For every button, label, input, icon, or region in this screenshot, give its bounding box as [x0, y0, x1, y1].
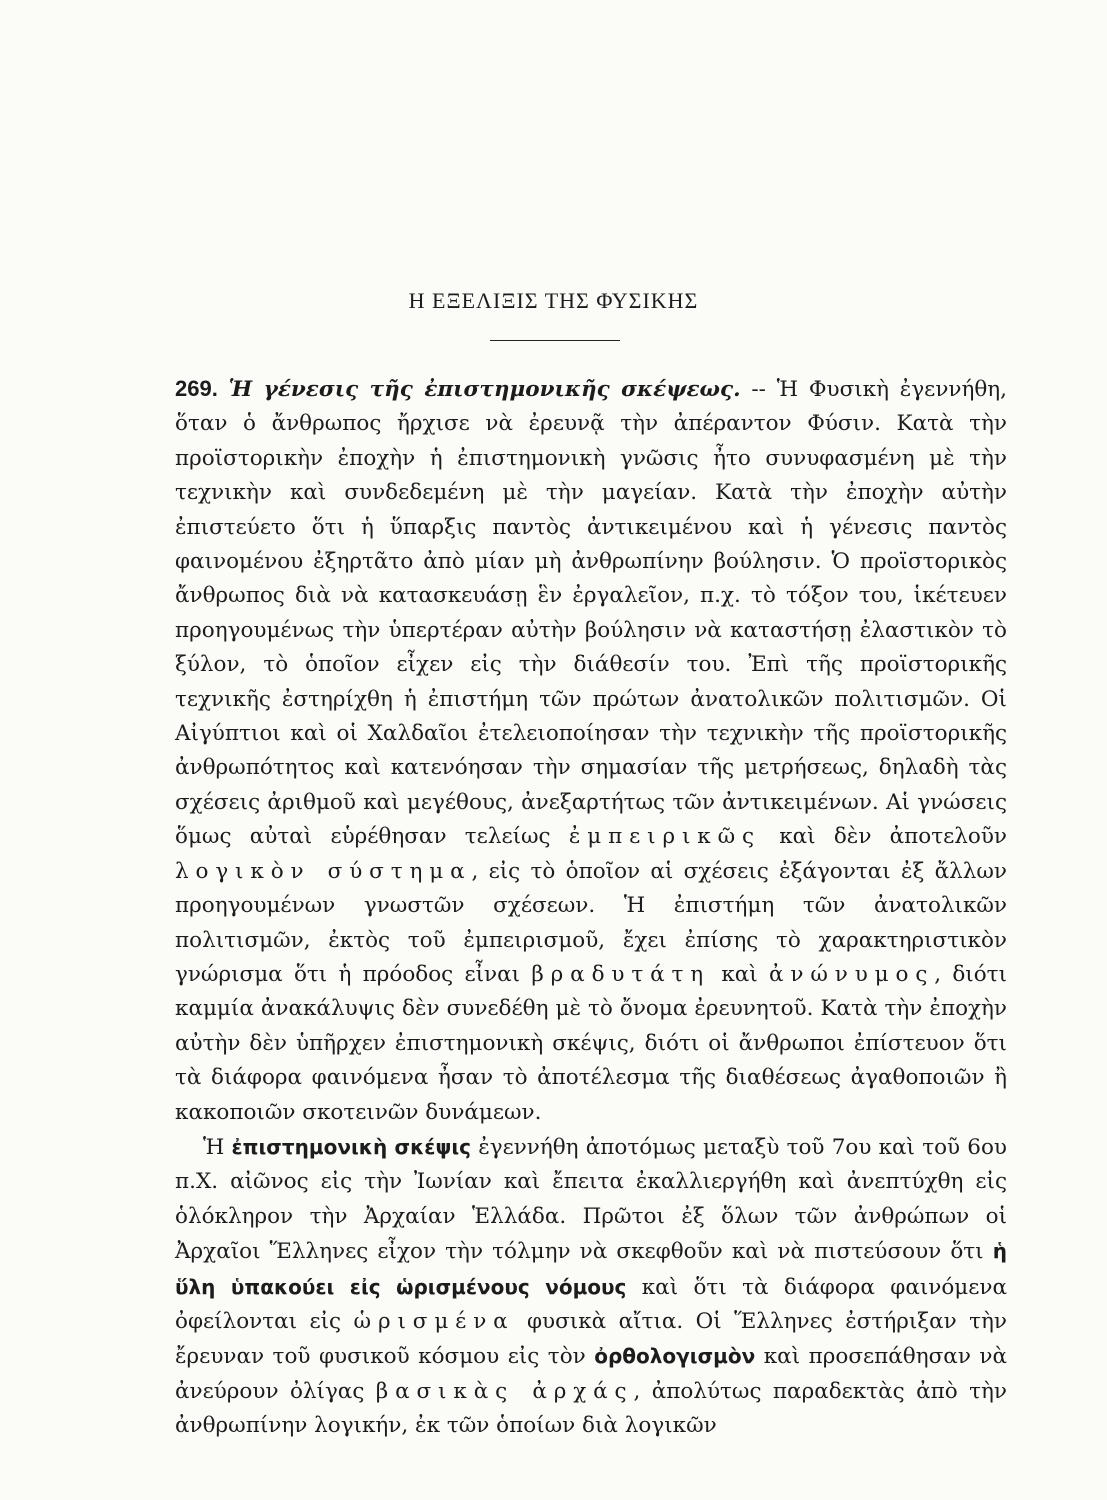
section-number: 269. [175, 376, 218, 401]
body-text [175, 372, 1007, 1444]
paragraph-2 [175, 1130, 1007, 1444]
p2-bold-yli-nomous: ἡ ὕλη ὑπακούει εἰς ὡρισμένους νόμους [175, 1239, 1007, 1299]
section-dash: -- [740, 377, 777, 402]
p1-spaced-empirikos: ἐμπειρικῶς [568, 824, 761, 850]
p2-text-k: , ἀπολύτως παραδεκτὰς ἀπὸ τὴν ἀνθρωπίνην λογικήν, ἐκ τῶν ὁποίων διὰ λογικῶν [175, 1378, 1007, 1439]
p1-spaced-logikon-systema: λογικὸν σύστημα [175, 858, 472, 884]
p1-text-e: , εἰς τὸ ὁποῖον αἱ σχέσεις ἐξάγονται ἐξ ἄλλων προηγουμένων γνωστῶν σχέσεων. Ἡ ἐπιστήμη τῶν ἀνατολικῶν πολιτισμῶν, ἐκτὸς τοῦ ἐμπειρισμοῦ, ἔχει ἐπίσης τὸ χαρακτηριστικὸν γνώρισμα ὅτι ἡ πρόοδος εἶναι [175, 858, 1007, 987]
p2-text-a: Ἡ [203, 1134, 232, 1160]
paragraph-1 [175, 372, 1007, 1130]
p2-text-g: φυσικὰ αἴτια. Οἱ Ἕλληνες ἐστήριξαν τὴν ἔρευναν τοῦ φυσικοῦ κόσμου εἰς τὸν [175, 1308, 1007, 1370]
p2-spaced-vasikas-archas: βασικὰς ἀρχάς [375, 1378, 634, 1404]
p2-text-i: καὶ προσεπάθησαν νὰ ἀνεύρουν ὀλίγας [175, 1344, 1007, 1404]
p1-spaced-bradytati: βραδυτάτη [531, 961, 711, 987]
p1-spaced-anonymos: ἀνώνυμος [768, 961, 935, 987]
p2-bold-orthologismon: ὀρθολογισμὸν [594, 1344, 756, 1369]
title-rule [490, 340, 620, 341]
section-title: Ἡ γένεσις τῆς ἐπιστημονικῆς σκέψεως. [228, 377, 741, 402]
p2-text-c: ἐγεννήθη ἀποτόμως μεταξὺ τοῦ 7ου καὶ τοῦ 6ου π.Χ. αἰῶνος εἰς τὴν Ἰωνίαν καὶ ἔπειτα ἐκαλλιεργήθη καὶ ἀνεπτύχθη εἰς ὁλόκληρον τὴν Ἀρχαίαν Ἑλλάδα. Πρῶτοι ἐξ ὅλων τῶν ἀνθρώπων οἱ Ἀρχαῖοι Ἕλληνες εἶχον τὴν τόλμην νὰ σκεφθοῦν καὶ νὰ πιστεύσουν ὅτι [175, 1134, 1007, 1265]
p2-text-e: καὶ ὅτι τὰ διάφορα φαινόμενα ὀφείλονται εἰς [175, 1274, 1007, 1334]
p2-spaced-orismena: ὡρισμένα [353, 1308, 515, 1334]
p1-text-a: Ἡ Φυσικὴ ἐγεννήθη, ὅταν ὁ ἄνθρωπος ἤρχισε νὰ ἐρευνᾷ τὴν ἀπέραντον Φύσιν. Κατὰ τὴν προϊστορικὴν ἐποχὴν ἡ ἐπιστημονικὴ γνῶσις ἦτο συνυφασμένη μὲ τὴν τεχνικὴν καὶ συνδεδεμένη μὲ τὴν μαγείαν. Κατὰ τὴν ἐποχὴν αὐτὴν ἐπιστεύετο ὅτι ἡ ὕπαρξις παντὸς ἀντικειμένου καὶ ἡ γένεσις παντὸς φαινομένου ἐξηρτᾶτο ἀπὸ μίαν μὴ ἀνθρωπίνην βούλησιν. Ὁ προϊστορικὸς ἄνθρωπος διὰ νὰ κατασκευάσῃ ἓν ἐργαλεῖον, π.χ. τὸ τόξον του, ἱκέτευεν προηγουμένως τὴν ὑπερτέραν αὐτὴν βούλησιν νὰ καταστήσῃ ἐλαστικὸν τὸ ξύλον, τὸ ὁποῖον εἶχεν εἰς τὴν διάθεσίν του. Ἐπὶ τῆς προϊστορικῆς τεχνικῆς ἐστηρίχθη ἡ ἐπιστήμη τῶν πρώτων ἀνατολικῶν πολιτισμῶν. Οἱ Αἰγύπτιοι καὶ οἱ Χαλδαῖοι ἐτελειοποίησαν τὴν τεχνικὴν τῆς προϊστορικῆς ἀνθρωπότητος καὶ κατενόησαν τὴν σημασίαν τῆς μετρήσεως, δηλαδὴ τὰς σχέσεις ἀριθμοῦ καὶ μεγέθους, ἀνεξαρτήτως τῶν ἀντικειμένων. Αἱ γνώσεις ὅμως αὐταὶ εὑρέθησαν τελείως [175, 377, 1008, 850]
p1-text-c: καὶ δὲν ἀποτελοῦν [760, 824, 1007, 850]
p1-text-i: , διότι καμμία ἀνακάλυψις δὲν συνεδέθη μὲ τὸ ὄνομα ἐρευνητοῦ. Κατὰ τὴν ἐποχὴν αὐτὴν δὲν ὑπῆρχεν ἐπιστημονικὴ σκέψις, διότι οἱ ἄνθρωποι ἐπίστευον ὅτι τὰ διάφορα φαινόμενα ἦσαν τὸ ἀποτέλεσμα τῆς διαθέσεως ἀγαθοποιῶν ἢ κακοποιῶν σκοτεινῶν δυνάμεων. [175, 961, 1007, 1125]
p2-bold-epistimoniki-skepsis: ἐπιστημονικὴ σκέψις [231, 1134, 471, 1159]
chapter-title: Η ΕΞΕΛΙΞΙΣ ΤΗΣ ΦΥΣΙΚΗΣ [408, 288, 699, 313]
p1-text-g: καὶ [710, 961, 769, 987]
